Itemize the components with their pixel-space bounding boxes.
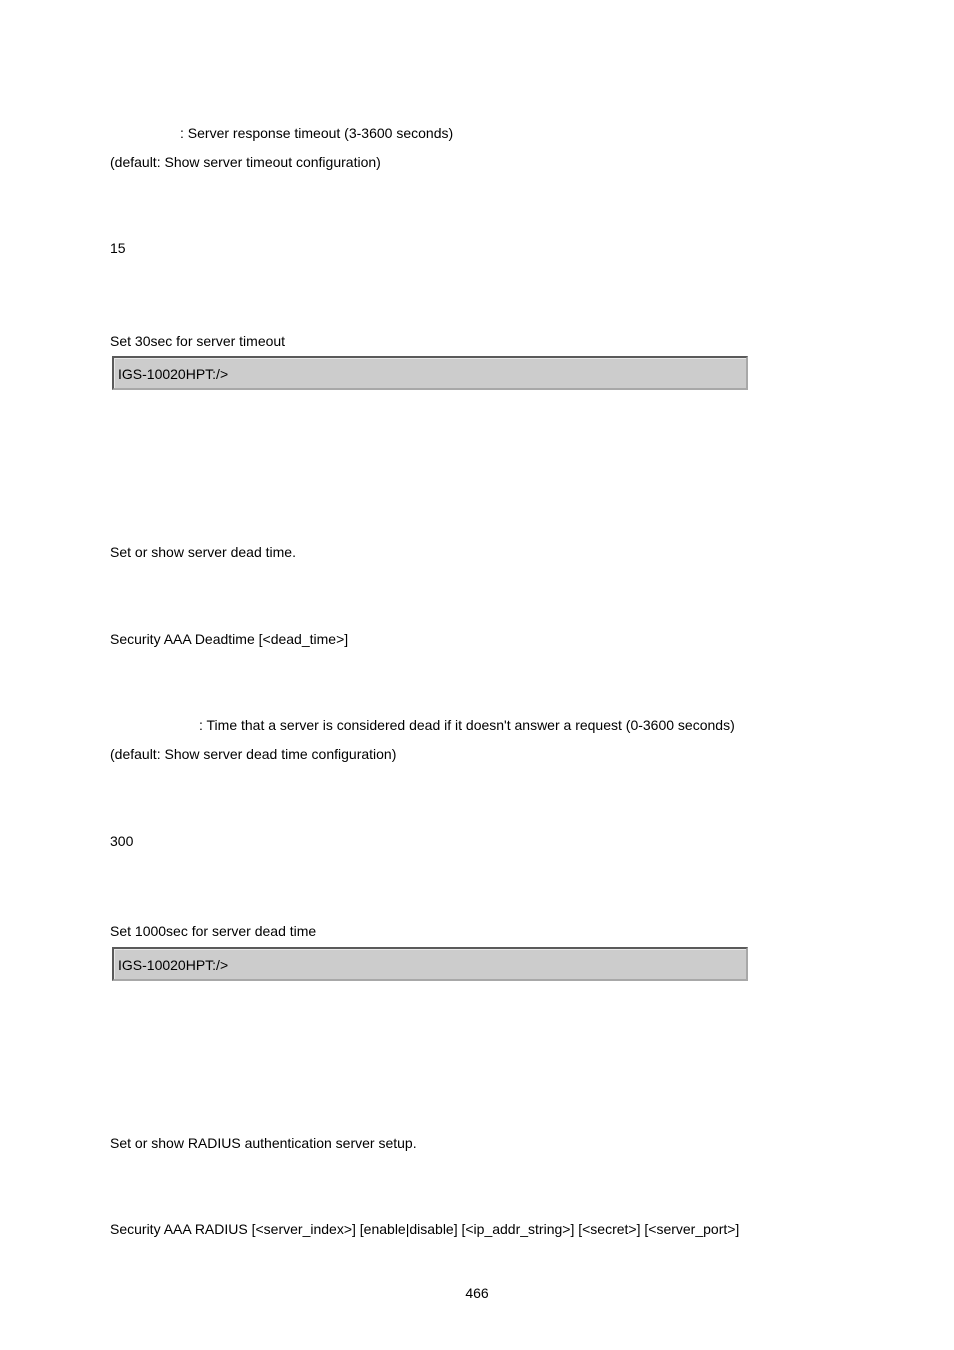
console-prompt: IGS-10020HPT:/> — [118, 957, 229, 973]
timeout-console-box — [112, 356, 748, 390]
deadtime-example-value: 300 — [110, 833, 134, 849]
deadtime-default-note: (default: Show server dead time configuration) — [110, 746, 397, 762]
timeout-example-value: 15 — [110, 240, 126, 256]
deadtime-parameter-description: : Time that a server is considered dead if it doesn't answer a request (0-3600 seconds) — [199, 717, 735, 733]
radius-description: Set or show RADIUS authentication server setup. — [110, 1135, 417, 1151]
page-number: 466 — [465, 1285, 489, 1301]
deadtime-description: Set or show server dead time. — [110, 544, 296, 560]
timeout-parameter-description: : Server response timeout (3-3600 seconds) — [180, 125, 454, 141]
radius-syntax: Security AAA RADIUS [<server_index>] [enable|disable] [<ip_addr_string>] [<secret>] [<server_port>] — [110, 1221, 740, 1237]
deadtime-syntax: Security AAA Deadtime [<dead_time>] — [110, 631, 349, 647]
timeout-default-note: (default: Show server timeout configuration) — [110, 154, 381, 170]
deadtime-example-caption: Set 1000sec for server dead time — [110, 923, 317, 939]
console-prompt: IGS-10020HPT:/> — [118, 366, 229, 382]
timeout-example-caption: Set 30sec for server timeout — [110, 333, 286, 349]
deadtime-console-box — [112, 947, 748, 981]
